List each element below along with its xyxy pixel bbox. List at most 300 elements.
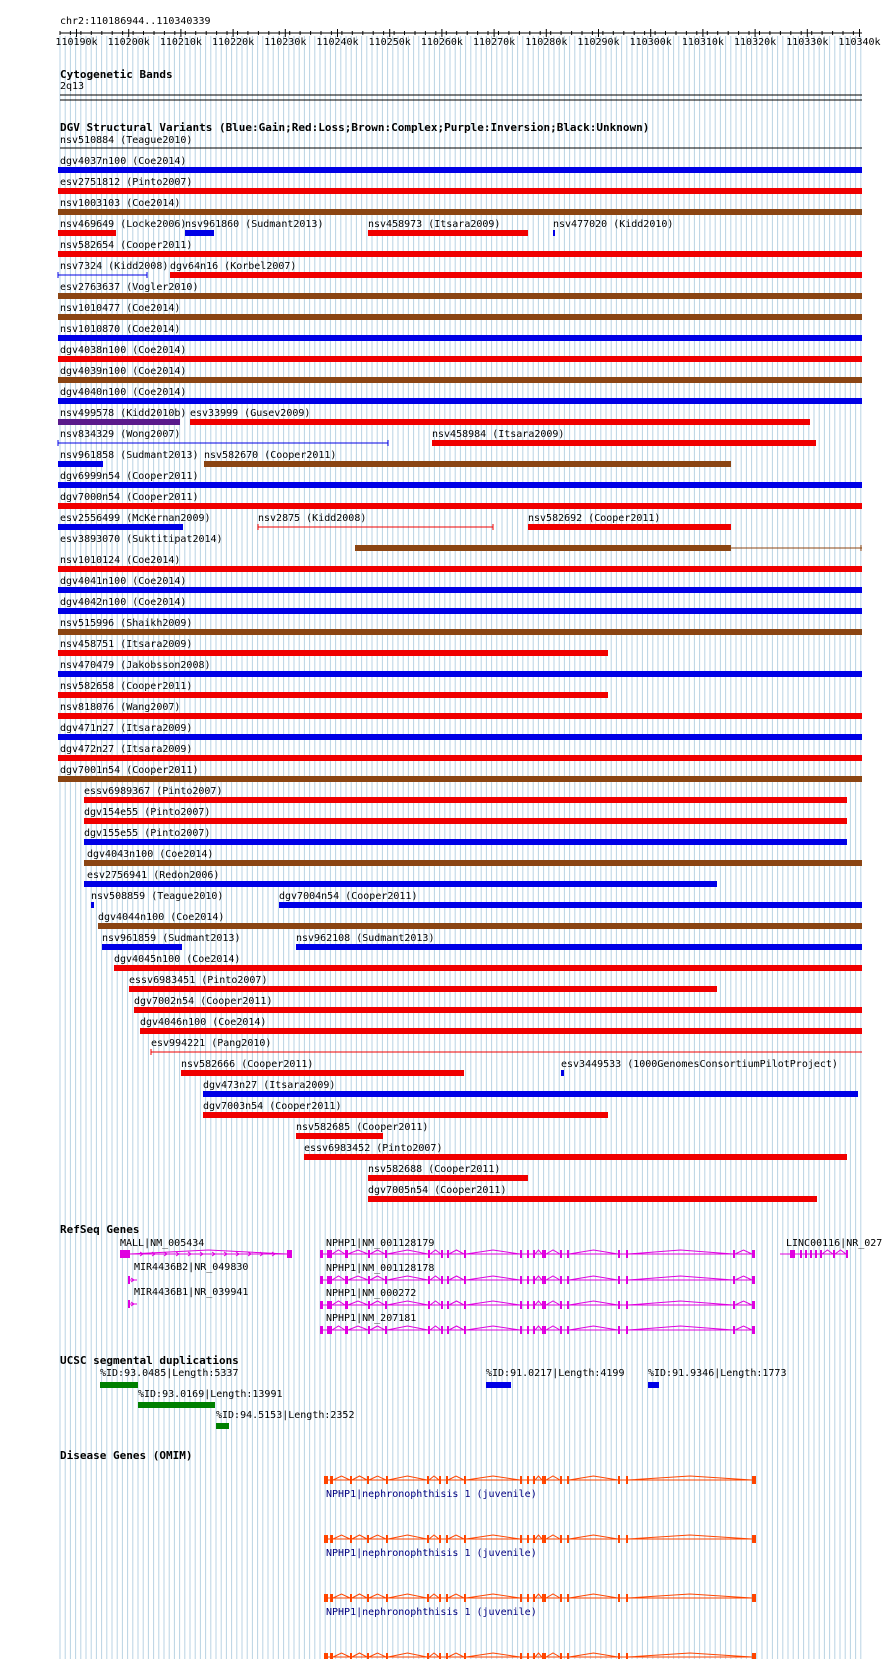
sv-row bbox=[368, 1164, 528, 1181]
omim-exon bbox=[367, 1594, 369, 1602]
gene-exon bbox=[368, 1326, 370, 1334]
sv-label: dgv7000n54 (Cooper2011) bbox=[60, 492, 199, 503]
sv-row bbox=[114, 954, 862, 971]
omim-exon bbox=[367, 1476, 369, 1484]
ruler-tick-label: 110220k bbox=[212, 37, 255, 48]
gene-exon bbox=[560, 1301, 562, 1309]
gene-exon bbox=[320, 1301, 323, 1309]
omim-entry[interactable] bbox=[324, 1476, 756, 1500]
sv-label: nsv7324 (Kidd2008) bbox=[60, 261, 169, 272]
ruler-tick-label: 110310k bbox=[681, 37, 724, 48]
sv-label: dgv4045n100 (Coe2014) bbox=[114, 954, 241, 965]
gene-exon bbox=[733, 1276, 735, 1284]
sv-label: dgv4043n100 (Coe2014) bbox=[87, 849, 214, 860]
sv-bar[interactable] bbox=[84, 860, 862, 866]
omim-exon bbox=[446, 1535, 448, 1543]
omim-exon bbox=[439, 1476, 441, 1484]
gene-exon bbox=[385, 1326, 387, 1334]
gene-exon bbox=[618, 1250, 620, 1258]
gene-exon bbox=[527, 1301, 529, 1309]
sv-bar[interactable] bbox=[58, 650, 608, 656]
sv-bar[interactable] bbox=[84, 797, 847, 803]
sv-bar[interactable] bbox=[58, 482, 862, 488]
omim-entry[interactable] bbox=[324, 1594, 756, 1618]
gene-exon bbox=[542, 1250, 546, 1258]
omim-exon bbox=[520, 1653, 522, 1659]
omim-exon bbox=[350, 1476, 352, 1484]
omim-exon bbox=[533, 1594, 535, 1602]
gene-exon bbox=[520, 1276, 522, 1284]
sv-bar[interactable] bbox=[58, 419, 180, 425]
gene-intron-chevron bbox=[735, 1276, 752, 1280]
omim-exon bbox=[427, 1653, 429, 1659]
gene-intron-chevron bbox=[332, 1276, 345, 1280]
sv-bar[interactable] bbox=[102, 944, 182, 950]
refseq-gene[interactable] bbox=[320, 1288, 755, 1309]
sv-bar[interactable] bbox=[91, 902, 94, 908]
omim-exon bbox=[330, 1476, 333, 1484]
sv-label: dgv64n16 (Korbel2007) bbox=[170, 261, 297, 272]
sv-label: dgv4039n100 (Coe2014) bbox=[60, 366, 187, 377]
gene-exon bbox=[327, 1250, 332, 1258]
omim-track-title: Disease Genes (OMIM) bbox=[60, 1449, 193, 1462]
omim-intron-chevron bbox=[466, 1594, 520, 1598]
sv-label: esv2751812 (Pinto2007) bbox=[60, 177, 193, 188]
omim-intron-chevron bbox=[546, 1653, 560, 1657]
sv-bar[interactable] bbox=[58, 734, 862, 740]
sv-label: dgv4040n100 (Coe2014) bbox=[60, 387, 187, 398]
sv-label: nsv458751 (Itsara2009) bbox=[60, 639, 193, 650]
sv-label: dgv472n27 (Itsara2009) bbox=[60, 744, 193, 755]
sv-bar[interactable] bbox=[58, 503, 862, 509]
gene-exon bbox=[441, 1301, 443, 1309]
gene-exon bbox=[464, 1326, 466, 1334]
omim-exon bbox=[427, 1476, 429, 1484]
gene-exon bbox=[327, 1276, 332, 1284]
omim-exon bbox=[520, 1594, 522, 1602]
sv-bar[interactable] bbox=[58, 566, 862, 572]
omim-intron-chevron bbox=[569, 1476, 618, 1480]
gene-exon bbox=[533, 1301, 535, 1309]
cyto-band-label: 2q13 bbox=[60, 81, 85, 92]
sv-bar[interactable] bbox=[170, 272, 862, 278]
sv-bar[interactable] bbox=[58, 188, 862, 194]
omim-exon bbox=[427, 1535, 429, 1543]
omim-intron-chevron bbox=[466, 1653, 520, 1657]
omim-exon bbox=[527, 1653, 529, 1659]
sv-bar[interactable] bbox=[432, 440, 816, 446]
gene-exon bbox=[320, 1276, 323, 1284]
sv-bar[interactable] bbox=[58, 461, 103, 467]
gene-intron-chevron bbox=[628, 1250, 733, 1254]
sv-label: dgv4041n100 (Coe2014) bbox=[60, 576, 187, 587]
sv-label: dgv6999n54 (Cooper2011) bbox=[60, 471, 199, 482]
gene-intron-chevron bbox=[466, 1276, 520, 1280]
sv-bar[interactable] bbox=[58, 671, 862, 677]
gene-exon bbox=[626, 1250, 628, 1258]
sv-bar[interactable] bbox=[58, 398, 862, 404]
gene-exon bbox=[428, 1301, 430, 1309]
gene-exon bbox=[618, 1276, 620, 1284]
gene-exon bbox=[542, 1301, 546, 1309]
sv-label: nsv961860 (Sudmant2013) bbox=[185, 219, 324, 230]
sv-label: dgv4038n100 (Coe2014) bbox=[60, 345, 187, 356]
gene-exon bbox=[345, 1250, 348, 1258]
sv-bar[interactable] bbox=[204, 461, 731, 467]
sv-label: nsv1003103 (Coe2014) bbox=[60, 198, 181, 209]
sv-bar[interactable] bbox=[58, 251, 862, 257]
gene-intron-chevron bbox=[449, 1276, 464, 1280]
omim-label: NPHP1|nephronophthisis 1 (juvenile) bbox=[326, 1607, 537, 1618]
gene-intron-chevron bbox=[822, 1250, 833, 1254]
omim-exon bbox=[533, 1653, 535, 1659]
sv-label: nsv499578 (Kidd2010b) bbox=[60, 408, 187, 419]
sv-bar[interactable] bbox=[279, 902, 862, 908]
segdup-label: %ID:94.5153|Length:2352 bbox=[216, 1410, 355, 1421]
gene-exon bbox=[618, 1301, 620, 1309]
sv-label: nsv582654 (Cooper2011) bbox=[60, 240, 193, 251]
sv-row bbox=[58, 429, 816, 446]
sv-row bbox=[203, 1080, 858, 1097]
gene-exon bbox=[464, 1301, 466, 1309]
sv-row bbox=[140, 1017, 862, 1034]
refseq-track-title: RefSeq Genes bbox=[60, 1223, 140, 1236]
sv-bar[interactable] bbox=[355, 545, 731, 551]
gene-exon bbox=[567, 1301, 569, 1309]
omim-intron-chevron bbox=[546, 1535, 560, 1539]
sv-bar[interactable] bbox=[553, 230, 555, 236]
gene-exon bbox=[626, 1301, 628, 1309]
sv-label: esv2756941 (Redon2006) bbox=[87, 870, 220, 881]
gene-intron-chevron bbox=[546, 1276, 560, 1280]
gene-exon bbox=[368, 1250, 370, 1258]
refseq-gene-label: NPHP1|NM_207181 bbox=[326, 1313, 417, 1324]
sv-bar[interactable] bbox=[296, 1133, 383, 1139]
omim-exon bbox=[350, 1594, 352, 1602]
refseq-gene[interactable] bbox=[128, 1287, 248, 1308]
sv-bar[interactable] bbox=[561, 1070, 564, 1076]
gene-exon bbox=[527, 1326, 529, 1334]
omim-exon bbox=[520, 1535, 522, 1543]
sv-bar[interactable] bbox=[528, 524, 731, 530]
sv-label: nsv582688 (Cooper2011) bbox=[368, 1164, 501, 1175]
sv-label: essv6983451 (Pinto2007) bbox=[129, 975, 268, 986]
sv-label: dgv4037n100 (Coe2014) bbox=[60, 156, 187, 167]
gene-exon bbox=[447, 1250, 449, 1258]
gene-exon bbox=[128, 1300, 130, 1308]
sv-label: nsv834329 (Wong2007) bbox=[60, 429, 181, 440]
gene-exon bbox=[441, 1276, 443, 1284]
sv-bar[interactable] bbox=[185, 230, 214, 236]
omim-exon bbox=[330, 1653, 333, 1659]
gene-exon bbox=[464, 1250, 466, 1258]
omim-intron-chevron bbox=[628, 1594, 752, 1598]
gene-intron-chevron bbox=[735, 1326, 752, 1330]
gene-exon bbox=[345, 1326, 348, 1334]
omim-intron-chevron bbox=[352, 1594, 367, 1598]
sv-bar[interactable] bbox=[296, 944, 862, 950]
ruler-tick-label: 110260k bbox=[420, 37, 463, 48]
sv-bar[interactable] bbox=[84, 839, 847, 845]
sv-row bbox=[203, 1101, 608, 1118]
sv-bar[interactable] bbox=[181, 1070, 464, 1076]
omim-exon bbox=[567, 1535, 569, 1543]
omim-intron-chevron bbox=[466, 1476, 520, 1480]
gene-intron-chevron bbox=[628, 1301, 733, 1305]
sv-bar[interactable] bbox=[98, 923, 862, 929]
gene-intron-chevron bbox=[569, 1326, 618, 1330]
omim-label: NPHP1|nephronophthisis 1 (juvenile) bbox=[326, 1489, 537, 1500]
sv-bar[interactable] bbox=[190, 419, 810, 425]
refseq-gene-label: MALL|NM_005434 bbox=[120, 1238, 205, 1249]
omim-exon bbox=[527, 1535, 529, 1543]
sv-label: nsv508859 (Teague2010) bbox=[91, 891, 224, 902]
omim-intron-chevron bbox=[628, 1535, 752, 1539]
refseq-gene[interactable] bbox=[320, 1238, 755, 1258]
sv-bar[interactable] bbox=[58, 167, 862, 173]
sv-bar[interactable] bbox=[304, 1154, 847, 1160]
gene-exon bbox=[618, 1326, 620, 1334]
omim-exon bbox=[324, 1653, 328, 1659]
sv-row bbox=[58, 219, 673, 236]
omim-exon bbox=[527, 1476, 529, 1484]
locus-label: chr2:110186944..110340339 bbox=[60, 16, 211, 27]
gene-exon bbox=[833, 1250, 835, 1258]
gene-exon bbox=[368, 1276, 370, 1284]
sv-bar[interactable] bbox=[58, 713, 862, 719]
ruler-tick-label: 110300k bbox=[629, 37, 672, 48]
omim-exon bbox=[386, 1476, 388, 1484]
sv-row bbox=[368, 1185, 817, 1202]
sv-bar[interactable] bbox=[58, 524, 183, 530]
omim-intron-chevron bbox=[388, 1653, 427, 1657]
gene-exon bbox=[567, 1250, 569, 1258]
gene-exon bbox=[441, 1250, 443, 1258]
refseq-gene-label: NPHP1|NM_001128178 bbox=[326, 1263, 435, 1274]
gene-exon bbox=[120, 1250, 130, 1258]
omim-exon bbox=[626, 1476, 628, 1484]
omim-exon bbox=[542, 1476, 546, 1484]
sv-label: dgv4042n100 (Coe2014) bbox=[60, 597, 187, 608]
sv-bar[interactable] bbox=[58, 587, 862, 593]
sv-bar[interactable] bbox=[58, 335, 862, 341]
segdup-item[interactable] bbox=[138, 1389, 283, 1408]
omim-intron-chevron bbox=[388, 1476, 427, 1480]
gene-exon bbox=[368, 1301, 370, 1309]
segdup-bar bbox=[100, 1382, 138, 1388]
omim-exon bbox=[752, 1476, 756, 1484]
sv-bar[interactable] bbox=[58, 356, 862, 362]
ruler-tick-label: 110190k bbox=[55, 37, 98, 48]
sv-bar[interactable] bbox=[58, 608, 862, 614]
segdup-bar bbox=[138, 1402, 215, 1408]
sv-label: nsv818076 (Wang2007) bbox=[60, 702, 181, 713]
omim-intron-chevron bbox=[388, 1535, 427, 1539]
omim-intron-chevron bbox=[569, 1535, 618, 1539]
gene-exon bbox=[385, 1250, 387, 1258]
gene-exon bbox=[464, 1276, 466, 1284]
gene-exon bbox=[626, 1276, 628, 1284]
omim-exon bbox=[439, 1653, 441, 1659]
sv-label: dgv7001n54 (Cooper2011) bbox=[60, 765, 199, 776]
ruler-tick-label: 110240k bbox=[316, 37, 359, 48]
sv-label: esv2556499 (McKernan2009) bbox=[60, 513, 211, 524]
sv-label: dgv4046n100 (Coe2014) bbox=[140, 1017, 267, 1028]
sv-bar[interactable] bbox=[58, 293, 862, 299]
gene-exon bbox=[533, 1326, 535, 1334]
sv-bar[interactable] bbox=[58, 314, 862, 320]
gene-intron-chevron bbox=[546, 1250, 560, 1254]
sv-label: nsv961858 (Sudmant2013) bbox=[60, 450, 199, 461]
omim-exon bbox=[626, 1594, 628, 1602]
gene-exon bbox=[327, 1326, 332, 1334]
refseq-gene-label: MIR4436B2|NR_049830 bbox=[134, 1262, 249, 1273]
gene-exon bbox=[428, 1250, 430, 1258]
gene-exon bbox=[527, 1250, 529, 1258]
omim-intron-chevron bbox=[352, 1535, 367, 1539]
gene-exon bbox=[428, 1326, 430, 1334]
sv-bar[interactable] bbox=[58, 755, 862, 761]
sv-bar[interactable] bbox=[58, 776, 862, 782]
omim-exon bbox=[446, 1653, 448, 1659]
gene-intron-chevron bbox=[332, 1326, 345, 1330]
gene-exon bbox=[385, 1301, 387, 1309]
omim-exon bbox=[618, 1476, 620, 1484]
omim-intron-chevron bbox=[352, 1653, 367, 1657]
sv-bar[interactable] bbox=[58, 377, 862, 383]
sv-label: nsv515996 (Shaikh2009) bbox=[60, 618, 193, 629]
sv-bar[interactable] bbox=[140, 1028, 862, 1034]
sv-bar[interactable] bbox=[368, 230, 528, 236]
ruler-tick-label: 110280k bbox=[525, 37, 568, 48]
refseq-gene[interactable] bbox=[128, 1262, 248, 1284]
omim-exon bbox=[618, 1594, 620, 1602]
gene-exon bbox=[533, 1276, 535, 1284]
sv-label: nsv2875 (Kidd2008) bbox=[258, 513, 367, 524]
omim-exon bbox=[439, 1594, 441, 1602]
gene-exon bbox=[520, 1250, 522, 1258]
gene-exon bbox=[752, 1250, 755, 1258]
segdup-track-title: UCSC segmental duplications bbox=[60, 1354, 239, 1367]
omim-exon bbox=[446, 1594, 448, 1602]
gene-exon bbox=[560, 1326, 562, 1334]
omim-label: NPHP1|nephronophthisis 1 (juvenile) bbox=[326, 1548, 537, 1559]
gene-intron-chevron bbox=[628, 1276, 733, 1280]
refseq-gene[interactable] bbox=[320, 1263, 755, 1284]
omim-exon bbox=[330, 1594, 333, 1602]
omim-entry[interactable] bbox=[324, 1535, 756, 1559]
gene-intron-chevron bbox=[449, 1250, 464, 1254]
sv-bar[interactable] bbox=[368, 1196, 817, 1202]
omim-exon bbox=[350, 1535, 352, 1543]
sv-label: esv2763637 (Vogler2010) bbox=[60, 282, 199, 293]
gene-exon bbox=[846, 1250, 848, 1258]
omim-exon bbox=[560, 1476, 562, 1484]
refseq-gene[interactable] bbox=[780, 1238, 882, 1258]
sv-bar[interactable] bbox=[368, 1175, 528, 1181]
refseq-gene-label: LINC00116|NR_027 bbox=[786, 1238, 883, 1249]
refseq-gene-label: NPHP1|NM_000272 bbox=[326, 1288, 417, 1299]
sv-bar[interactable] bbox=[203, 1091, 858, 1097]
omim-exon bbox=[439, 1535, 441, 1543]
omim-exon bbox=[618, 1535, 620, 1543]
sv-bar[interactable] bbox=[58, 629, 862, 635]
sv-label: esv3449533 (1000GenomesConsortiumPilotProject) bbox=[561, 1059, 838, 1070]
gene-intron-chevron bbox=[449, 1326, 464, 1330]
sv-bar[interactable] bbox=[203, 1112, 608, 1118]
gene-intron-chevron bbox=[546, 1326, 560, 1330]
sv-label: dgv471n27 (Itsara2009) bbox=[60, 723, 193, 734]
omim-exon bbox=[752, 1653, 756, 1659]
gene-intron-chevron bbox=[466, 1301, 520, 1305]
sv-bar[interactable] bbox=[58, 230, 116, 236]
sv-bar[interactable] bbox=[134, 1007, 862, 1013]
gene-intron-chevron bbox=[332, 1250, 345, 1254]
sv-bar[interactable] bbox=[58, 209, 862, 215]
ruler-tick-label: 110290k bbox=[577, 37, 620, 48]
segdup-bar bbox=[486, 1382, 511, 1388]
omim-exon bbox=[367, 1535, 369, 1543]
gene-exon bbox=[790, 1250, 795, 1258]
omim-intron-chevron bbox=[352, 1476, 367, 1480]
sv-row bbox=[129, 975, 717, 992]
omim-exon bbox=[560, 1594, 562, 1602]
segdup-item[interactable] bbox=[486, 1368, 624, 1388]
sv-bar[interactable] bbox=[58, 692, 608, 698]
omim-exon bbox=[560, 1653, 562, 1659]
gene-exon bbox=[733, 1301, 735, 1309]
gene-exon bbox=[128, 1276, 130, 1284]
omim-intron-chevron bbox=[628, 1476, 752, 1480]
omim-exon bbox=[367, 1653, 369, 1659]
refseq-gene[interactable] bbox=[320, 1313, 755, 1334]
gene-exon bbox=[441, 1326, 443, 1334]
refseq-gene-label: MIR4436B1|NR_039941 bbox=[134, 1287, 249, 1298]
omim-exon bbox=[464, 1476, 466, 1484]
sv-bar[interactable] bbox=[129, 986, 717, 992]
sv-bar[interactable] bbox=[114, 965, 862, 971]
ruler-tick-label: 110230k bbox=[264, 37, 307, 48]
gene-exon bbox=[447, 1276, 449, 1284]
sv-bar[interactable] bbox=[84, 818, 847, 824]
sv-label: nsv582685 (Cooper2011) bbox=[296, 1122, 429, 1133]
segdup-bar bbox=[648, 1382, 659, 1388]
gene-exon bbox=[320, 1250, 323, 1258]
gene-exon bbox=[805, 1250, 807, 1258]
omim-exon bbox=[626, 1653, 628, 1659]
sv-label: essv6983452 (Pinto2007) bbox=[304, 1143, 443, 1154]
gene-exon bbox=[428, 1276, 430, 1284]
segdup-label: %ID:91.0217|Length:4199 bbox=[486, 1368, 625, 1379]
sv-label: nsv582658 (Cooper2011) bbox=[60, 681, 193, 692]
gene-exon bbox=[320, 1326, 323, 1334]
gene-exon bbox=[752, 1301, 755, 1309]
gene-intron-chevron bbox=[466, 1326, 520, 1330]
omim-exon bbox=[626, 1535, 628, 1543]
sv-bar[interactable] bbox=[84, 881, 717, 887]
gene-exon bbox=[533, 1250, 535, 1258]
ruler-tick-label: 110200k bbox=[107, 37, 150, 48]
sv-label: nsv477020 (Kidd2010) bbox=[553, 219, 674, 230]
gene-exon bbox=[800, 1250, 802, 1258]
gene-intron-chevron bbox=[546, 1301, 560, 1305]
gene-intron-chevron bbox=[735, 1250, 752, 1254]
omim-entry[interactable] bbox=[324, 1653, 756, 1659]
background-grid bbox=[60, 36, 861, 1659]
sv-label: nsv469649 (Locke2006) bbox=[60, 219, 187, 230]
gene-exon bbox=[733, 1250, 735, 1258]
omim-intron-chevron bbox=[569, 1594, 618, 1598]
